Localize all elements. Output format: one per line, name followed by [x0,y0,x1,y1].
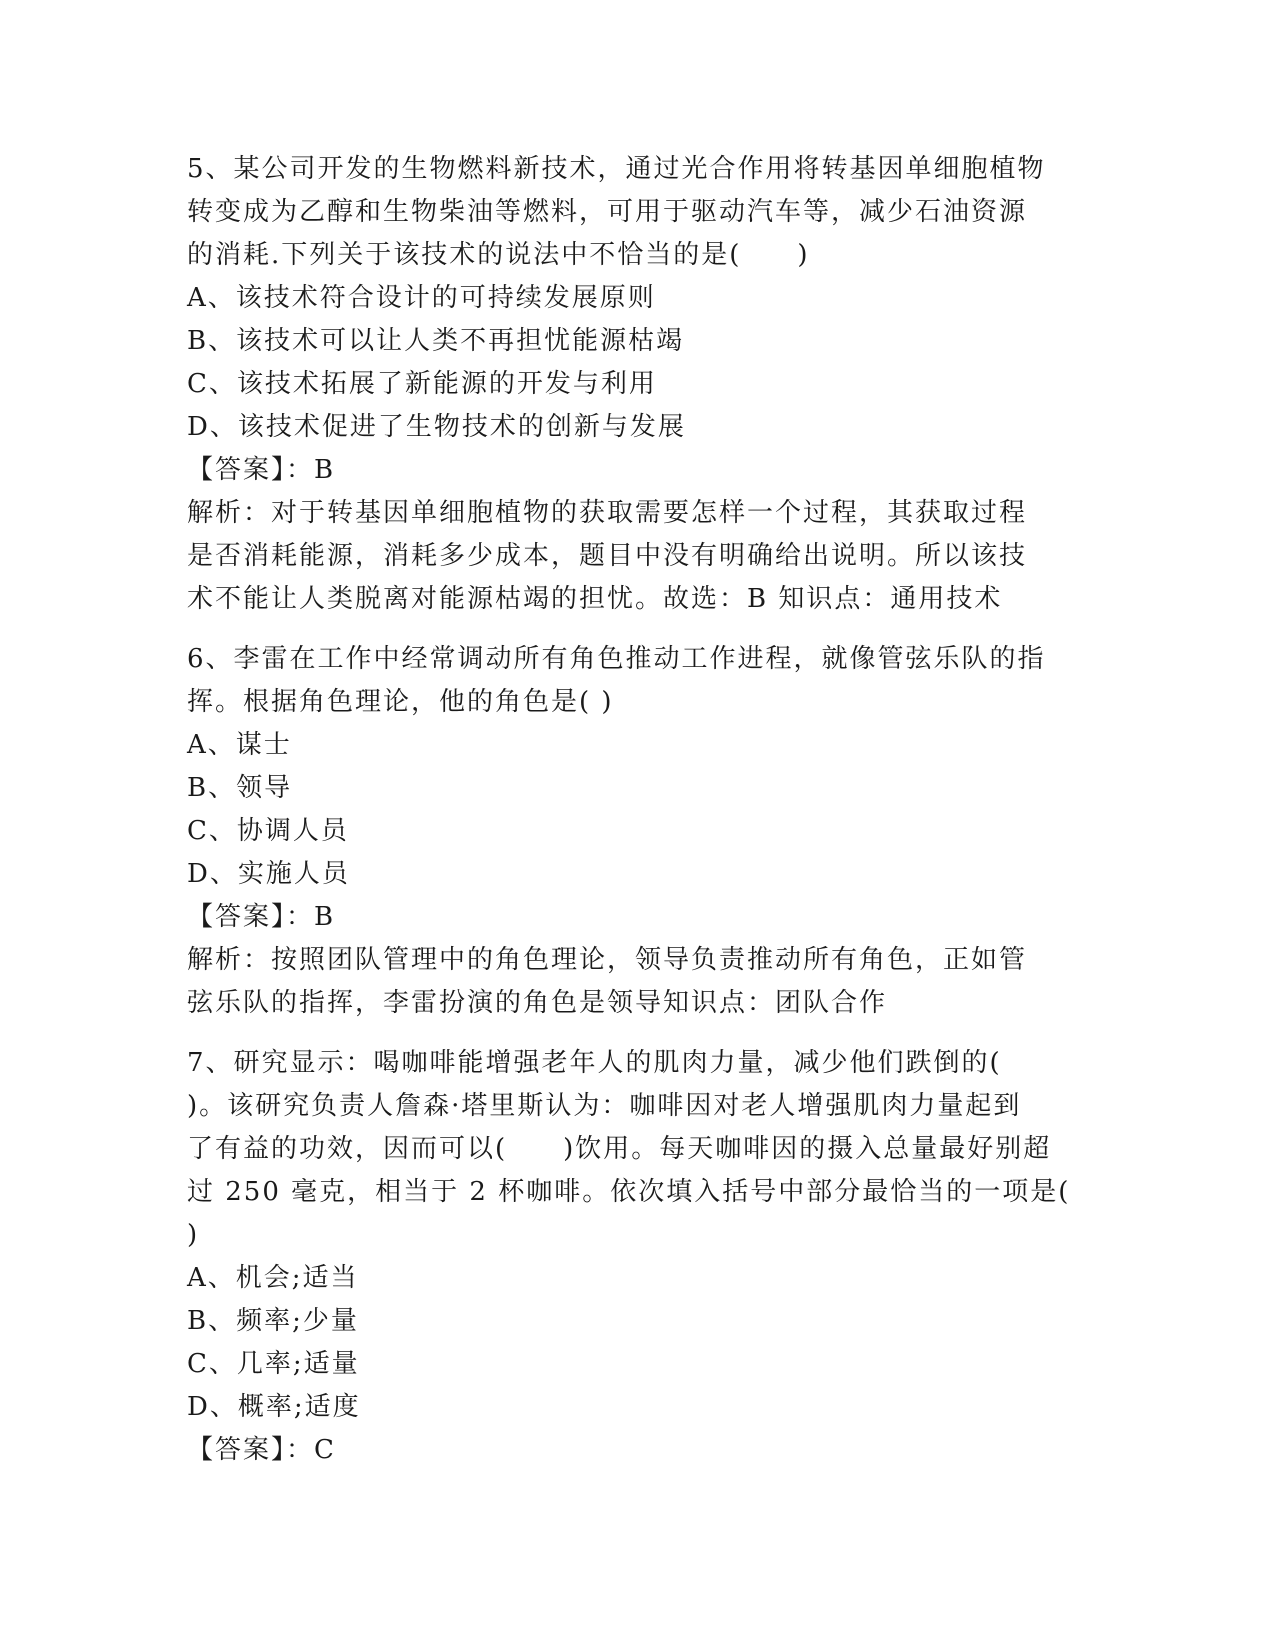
question-stem-line: 6、李雷在工作中经常调动所有角色推动工作进程，就像管弦乐队的指 [187,644,1046,674]
question-stem-line: 7、研究显示：喝咖啡能增强老年人的肌肉力量，减少他们跌倒的( [187,1048,1002,1078]
question-stem-line: 挥。根据角色理论，他的角色是( ) [187,687,614,717]
option-c: C、协调人员 [187,816,349,846]
question-spacer [187,1025,1087,1042]
option-c: C、该技术拓展了新能源的开发与利用 [187,369,657,399]
question-stem-line: )。该研究负责人詹森·塔里斯认为：咖啡因对老人增强肌肉力量起到 [187,1091,1022,1121]
answer-line: 【答案】：B [187,455,336,485]
analysis-line: 解析：按照团队管理中的角色理论，领导负责推动所有角色，正如管 [187,945,1028,975]
option-d: D、概率;适度 [187,1392,361,1422]
option-a: A、谋士 [187,730,292,760]
option-a: A、该技术符合设计的可持续发展原则 [187,283,656,313]
option-b: B、频率;少量 [187,1306,359,1336]
question-6 [187,638,1087,1025]
question-stem-line: 了有益的功效，因而可以( )饮用。每天咖啡因的摄入总量最好别超 [187,1134,1052,1164]
question-7 [187,1042,1087,1472]
analysis-line: 弦乐队的指挥，李雷扮演的角色是领导知识点：团队合作 [187,988,888,1018]
option-d: D、实施人员 [187,859,350,889]
analysis-line: 术不能让人类脱离对能源枯竭的担忧。故选：B 知识点：通用技术 [187,584,1003,614]
option-c: C、几率;适量 [187,1349,360,1379]
question-stem-line: 过 250 毫克，相当于 2 杯咖啡。依次填入括号中部分最恰当的一项是( [187,1177,1071,1207]
question-stem-line: 转变成为乙醇和生物柴油等燃料，可用于驱动汽车等，减少石油资源 [187,197,1028,227]
question-spacer [187,621,1087,638]
question-stem-line: 的消耗.下列关于该技术的说法中不恰当的是( ) [187,240,810,270]
question-stem-line: ) [187,1220,200,1250]
option-a: A、机会;适当 [187,1263,359,1293]
analysis-line: 解析：对于转基因单细胞植物的获取需要怎样一个过程，其获取过程 [187,498,1028,528]
question-stem-line: 5、某公司开发的生物燃料新技术，通过光合作用将转基因单细胞植物 [187,154,1046,184]
answer-line: 【答案】：C [187,1435,336,1465]
document-page [187,148,1087,1472]
analysis-line: 是否消耗能源，消耗多少成本，题目中没有明确给出说明。所以该技 [187,541,1028,571]
option-d: D、该技术促进了生物技术的创新与发展 [187,412,686,442]
option-b: B、该技术可以让人类不再担忧能源枯竭 [187,326,685,356]
question-5 [187,148,1087,621]
option-b: B、领导 [187,773,293,803]
answer-line: 【答案】：B [187,902,336,932]
